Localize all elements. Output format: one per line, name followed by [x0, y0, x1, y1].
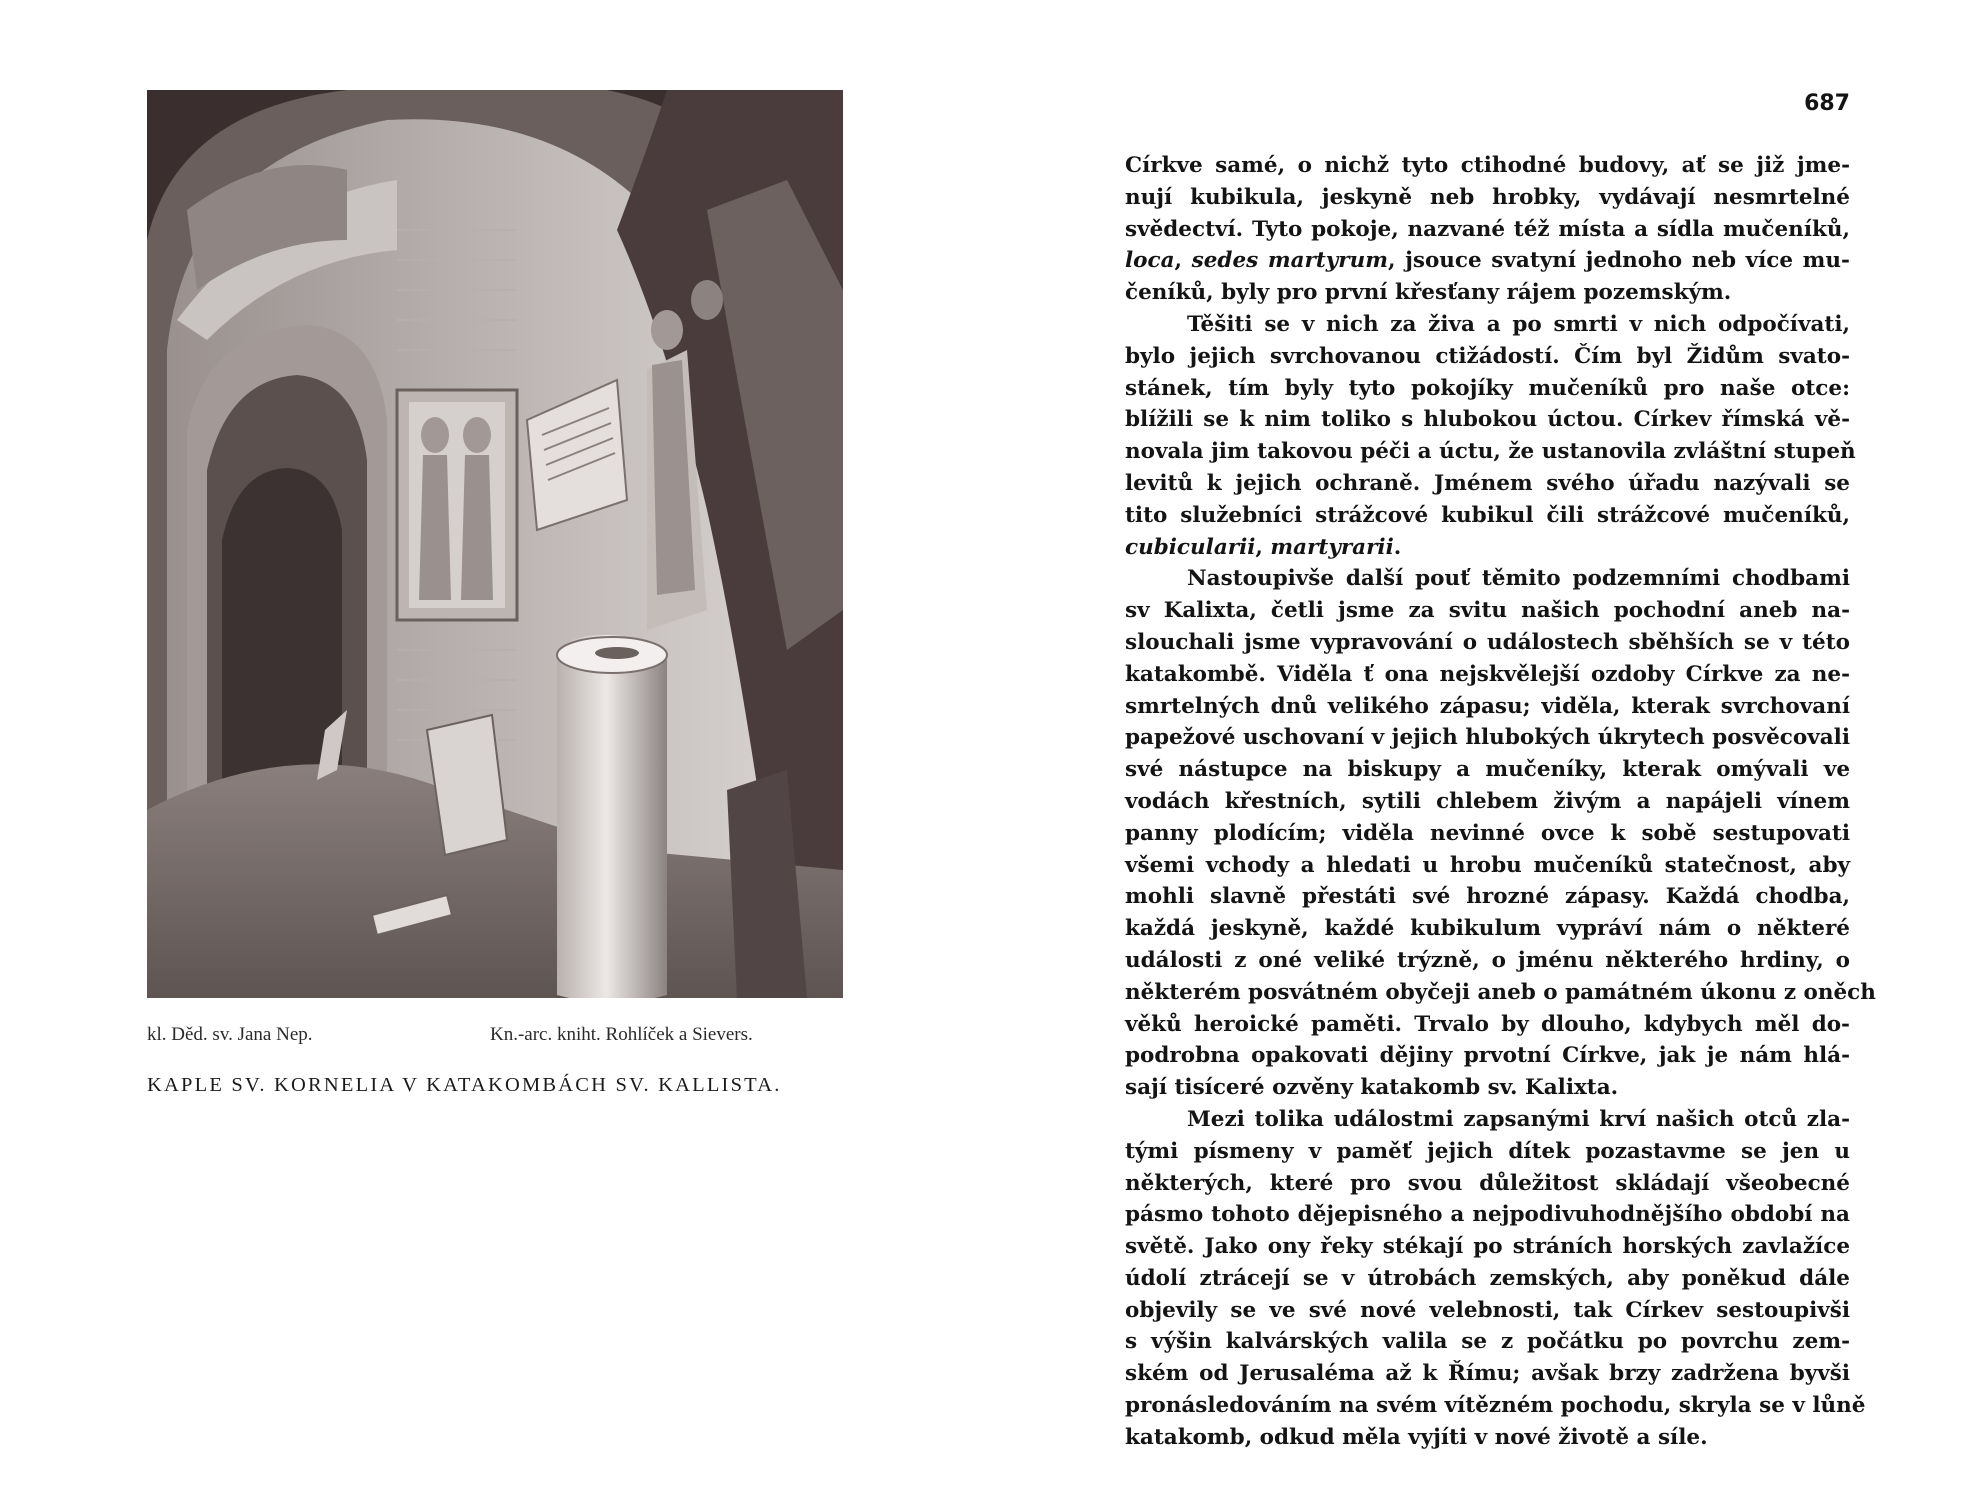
- text-line: vodách křestních, sytili chlebem živým a napájeli vínem: [1125, 788, 1850, 814]
- text-line: ském od Jerusaléma až k Římu; avšak brzy zadržena byvši: [1125, 1361, 1850, 1387]
- text-line: čeníků, byly pro první křesťany rájem pozemským.: [1125, 280, 1732, 306]
- text-line: katakomb, odkud měla vyjíti v nové životě a síle.: [1125, 1424, 1708, 1450]
- text-line: loca, sedes martyrum, jsouce svatyní jednoho neb více mu-: [1125, 248, 1850, 274]
- catacomb-engraving: [147, 90, 843, 998]
- text-line: své nástupce na biskupy a mučeníky, kterak omývali ve: [1125, 757, 1850, 783]
- text-line: svědectví. Tyto pokoje, nazvané též místa a sídla mučeníků,: [1125, 216, 1850, 242]
- catacomb-illustration: [147, 90, 843, 998]
- text-line: Nastoupivše další pouť těmito podzemními chodbami: [1187, 566, 1850, 592]
- body-text: [1125, 150, 1876, 1454]
- text-line: smrtelných dnů velikého zápasu; viděla, kterak svrchovaní: [1125, 693, 1850, 719]
- text-line: novala jim takovou péči a úctu, že ustanovila zvláštní stupeň: [1125, 439, 1856, 465]
- text-line: levitů k jejich ochraně. Jménem svého úřadu nazývali se: [1125, 470, 1850, 496]
- text-line: katakombě. Viděla ť ona nejskvělejší ozdoby Církve za ne-: [1125, 661, 1850, 687]
- text-line: bylo jejich svrchovanou ctižádostí. Čím byl Židům svato-: [1125, 343, 1850, 369]
- text-line: pásmo tohoto dějepisného a nejpodivuhodnějšího období na: [1125, 1202, 1850, 1228]
- text-line: každá jeskyně, každé kubikulum vypráví nám o některé: [1125, 916, 1850, 942]
- figure-caption: KAPLE SV. KORNELIA V KATAKOMBÁCH SV. KALLISTA.: [147, 1074, 782, 1096]
- text-line: události z oné veliké trýzně, o jménu některého hrdiny, o: [1125, 947, 1850, 973]
- text-line: panny plodícím; viděla nevinné ovce k sobě sestupovati: [1125, 820, 1850, 846]
- text-line: mohli slavně přestáti své hrozné zápasy. Každá chodba,: [1125, 884, 1850, 910]
- text-line: údolí ztrácejí se v útrobách zemských, aby poněkud dále: [1125, 1265, 1850, 1291]
- text-line: objevily se ve své nové velebnosti, tak Církev sestoupivši: [1125, 1297, 1850, 1323]
- text-line: všemi vchody a hledati u hrobu mučeníků statečnost, aby: [1125, 852, 1850, 878]
- text-line: tými písmeny v paměť jejich dítek pozastavme se jen u: [1125, 1138, 1850, 1164]
- text-line: sají tisíceré ozvěny katakomb sv. Kalixta.: [1125, 1075, 1619, 1101]
- text-line: některém posvátném obyčeji aneb o památném úkonu z oněch: [1125, 979, 1876, 1005]
- text-line: Mezi tolika událostmi zapsanými krví našich otců zla-: [1187, 1106, 1850, 1132]
- text-line: nují kubikula, jeskyně neb hrobky, vydávají nesmrtelné: [1125, 184, 1850, 210]
- text-line: věků heroické paměti. Trvalo by dlouho, kdybych měl do-: [1125, 1011, 1850, 1037]
- text-line: tito služebníci strážcové kubikul čili strážcové mučeníků,: [1125, 502, 1850, 528]
- text-line: některých, které pro svou důležitost skládají všeobecné: [1125, 1170, 1850, 1196]
- printer-credit: Kn.-arc. kniht. Rohlíček a Sievers.: [490, 1024, 753, 1045]
- text-line: Církve samé, o nichž tyto ctihodné budovy, ať se již jme-: [1125, 153, 1850, 178]
- engraver-credit: kl. Děd. sv. Jana Nep.: [147, 1024, 313, 1045]
- text-line: s výšin kalvárských valila se z počátku po povrchu zem-: [1125, 1329, 1850, 1355]
- text-line: stánek, tím byly tyto pokojíky mučeníků pro naše otce:: [1125, 375, 1850, 401]
- text-line: Těšiti se v nich za živa a po smrti v nich odpočívati,: [1187, 311, 1850, 337]
- text-line: světě. Jako ony řeky stékají po stráních horských zavlažíce: [1125, 1234, 1850, 1260]
- text-line: cubicularii, martyrarii.: [1125, 534, 1402, 560]
- text-line: slouchali jsme vypravování o událostech sběhších se v této: [1125, 629, 1850, 655]
- text-line: blížili se k nim toliko s hlubokou úctou. Církev římská vě-: [1125, 407, 1850, 433]
- page-number: 687: [1804, 91, 1850, 116]
- right-page: [985, 0, 1970, 1501]
- text-line: pronásledováním na svém vítězném pochodu, skryla se v lůně: [1125, 1393, 1866, 1419]
- text-line: podrobna opakovati dějiny prvotní Církve, jak je nám hlá-: [1125, 1043, 1850, 1069]
- text-line: papežové uschovaní v jejich hlubokých úkrytech posvěcovali: [1125, 725, 1850, 751]
- text-line: sv Kalixta, četli jsme za svitu našich pochodní aneb na-: [1125, 598, 1850, 624]
